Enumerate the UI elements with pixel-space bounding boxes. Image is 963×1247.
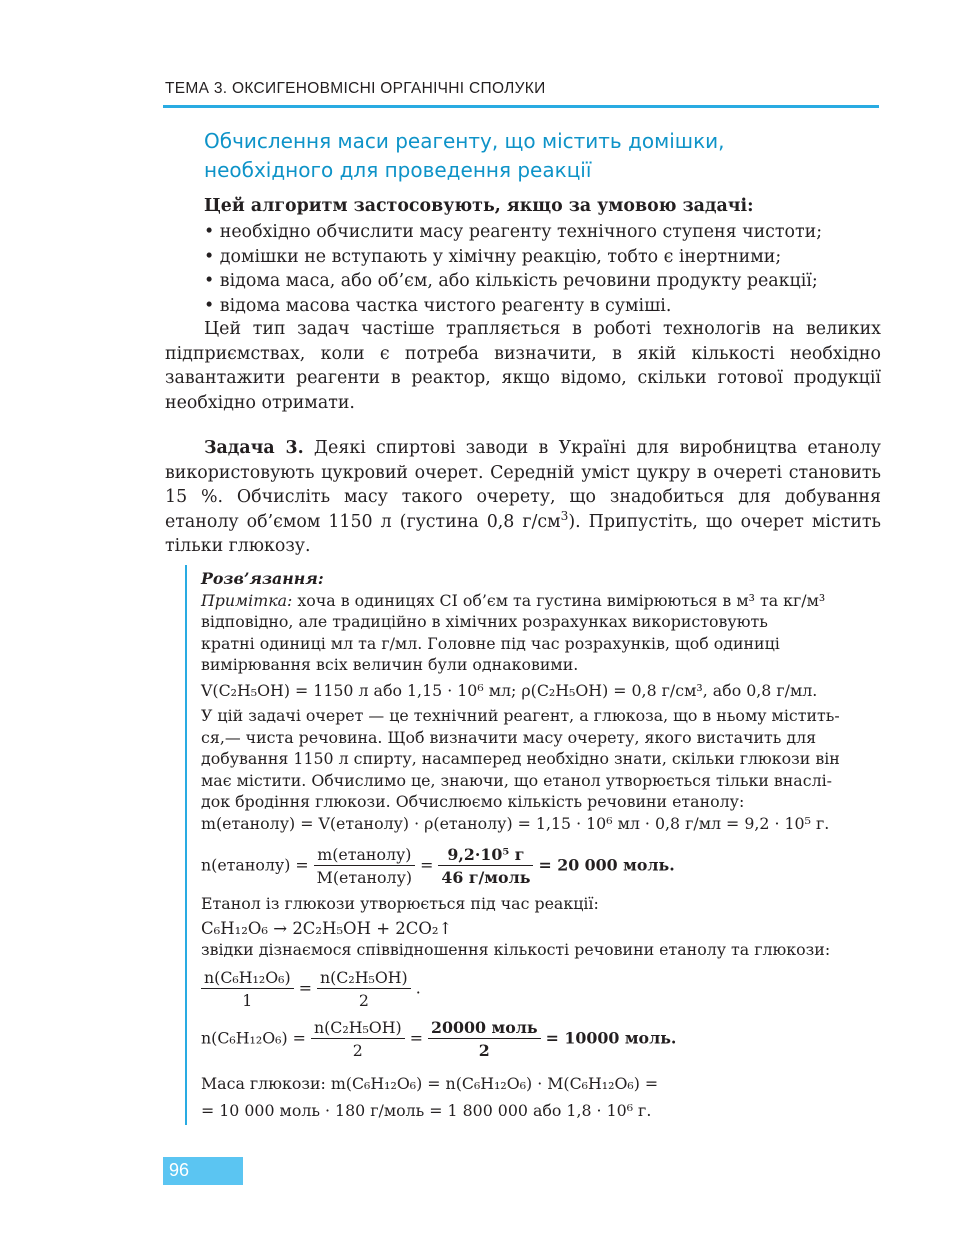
eq3-lhs: n(C₆H₁₂O₆) =: [201, 1028, 306, 1048]
ratio-equation: [201, 968, 421, 1010]
page-number: 96: [169, 1160, 190, 1180]
explain-line: ся,— чиста речовина. Щоб визначити масу очерету, якого вистачить для: [201, 727, 817, 747]
eq1-fraction-1: [314, 845, 415, 887]
eq1-num-1: m(етанолу): [314, 845, 415, 866]
running-header: ТЕМА 3. ОКСИГЕНОВМІСНІ ОРГАНІЧНІ СПОЛУКИ: [165, 80, 546, 97]
section-title-line-2: необхідного для проведення реакції: [204, 158, 592, 182]
eq3-fraction-2: [428, 1018, 541, 1060]
header-rule: [163, 105, 879, 108]
note-line: кратні одиниці мл та г/мл. Головне під час розрахунків, щоб одиниці: [201, 633, 780, 653]
equals-sign: =: [409, 1028, 423, 1048]
eq3-den-2: 2: [478, 1041, 490, 1060]
algorithm-lead: Цей алгоритм застосовують, якщо за умовою задачі:: [204, 196, 754, 216]
eq2-den-2: 2: [358, 991, 369, 1010]
solution-label: Розв’язання:: [201, 569, 324, 588]
eq2-fraction-1: [201, 968, 294, 1010]
eq1-den-2: 46 г/моль: [441, 868, 531, 887]
note-line: [201, 590, 881, 612]
task-paragraph: [165, 436, 881, 559]
note-line: вимірювання всіх величин були однаковими.: [201, 655, 579, 674]
note-text: хоча в одиницях СІ об’єм та густина вимірюються в м³ та кг/м³: [292, 590, 826, 610]
eq1-fraction-2: [438, 845, 533, 887]
task-text-b: ). Припустіть, що очерет містить тільки глюкозу.: [165, 511, 882, 557]
reaction-intro: Етанол із глюкози утворюється під час реакції:: [201, 894, 599, 913]
eq1-den-1: M(етанолу): [316, 868, 413, 887]
eq1-result: = 20 000 моль.: [538, 855, 675, 875]
list-item: • відома маса, або об’єм, або кількість речовини продукту реакції;: [204, 271, 818, 292]
eq3-den-1: 2: [352, 1041, 363, 1060]
task-text-a: Деякі спиртові заводи в Україні для виробництва етанолу використовують цукровий очерет. Середній уміст цукру в очереті становить 15 %. Обчисліть масу такого очерету, що знадобиться для добування етанолу об’ємом 1150 л (густина 0,8 г/см: [165, 438, 881, 532]
explain-line: док бродіння глюкози. Обчислюємо кількість речовини етанолу:: [201, 792, 745, 811]
given-values: V(C₂H₅OH) = 1150 л або 1,15 · 10⁶ мл; ρ(C₂H₅OH) = 0,8 г/см³, або 0,8 г/мл.: [201, 680, 818, 700]
conditions-list: [204, 220, 881, 318]
equals-sign: =: [298, 978, 312, 998]
glucose-mass-block: [201, 1073, 881, 1121]
eq3-num-2: 20000 моль: [428, 1018, 541, 1039]
solution-accent-bar: [185, 565, 187, 1125]
eq2-fraction-2: [317, 968, 411, 1010]
eq1-num-2: 9,2·10⁵ г: [438, 845, 533, 866]
eq3-num-1: n(C₂H₅OH): [311, 1018, 405, 1039]
reaction-block: [201, 893, 881, 961]
equals-sign: =: [420, 855, 434, 875]
eq2-num-2: n(C₂H₅OH): [317, 968, 411, 989]
task-label: Задача 3.: [204, 438, 304, 458]
mass-calculation: m(етанолу) = V(етанолу) · ρ(етанолу) = 1,15 · 10⁶ мл · 0,8 г/мл = 9,2 · 10⁵ г.: [201, 813, 830, 833]
ethanol-amount-equation: [201, 845, 675, 887]
explain-line: У цій задачі очерет — це технічний реагент, а глюкоза, що в ньому містить-: [201, 706, 840, 725]
list-item: • відома масова частка чистого реагенту в суміші.: [204, 295, 672, 316]
glucose-mass-line-1: Маса глюкози: m(C₆H₁₂O₆) = n(C₆H₁₂O₆) · M(C₆H₁₂O₆) =: [201, 1074, 659, 1093]
explain-line: добування 1150 л спирту, насамперед необхідно знати, скільки глюкози він: [201, 749, 840, 768]
section-title-line-1: Обчислення маси реагенту, що містить домішки,: [204, 129, 725, 153]
task-text-sup: 3: [560, 508, 569, 523]
note-line: відповідно, але традиційно в хімічних розрахунках використовують: [201, 612, 768, 631]
eq3-fraction-1: [311, 1018, 405, 1060]
eq2-den-1: 1: [242, 991, 253, 1010]
note-label: Примітка:: [201, 590, 293, 610]
section-title: [204, 127, 844, 185]
eq2-tail: .: [415, 978, 421, 998]
glucose-mass-line-2: = 10 000 моль · 180 г/моль = 1 800 000 або 1,8 · 10⁶ г.: [201, 1100, 652, 1120]
list-item: • домішки не вступають у хімічну реакцію, тобто є інертними;: [204, 246, 782, 267]
eq3-result: = 10000 моль.: [545, 1028, 677, 1048]
eq1-lhs: n(етанолу) =: [201, 855, 309, 875]
reaction-equation: C₆H₁₂O₆ → 2C₂H₅OH + 2CO₂↑: [201, 918, 453, 938]
eq2-num-1: n(C₆H₁₂O₆): [201, 968, 294, 989]
ratio-intro: звідки дізнаємося співвідношення кількості речовини етанолу та глюкози:: [201, 940, 831, 959]
explain-line: має містити. Обчислимо це, знаючи, що етанол утворюється тільки внаслі-: [201, 770, 832, 790]
list-item: • необхідно обчислити масу реагенту технічного ступеня чистоти;: [204, 222, 823, 242]
solution-block: [201, 568, 881, 834]
intro-paragraph: Цей тип задач частіше трапляється в роботі технологів на великих підприємствах, коли є потреба визначити, в якій кількості необхідно завантажити реагенти в реактор, якщо відомо, скільки готової продукції необхідно отримати.: [165, 319, 881, 413]
glucose-amount-equation: [201, 1018, 676, 1060]
